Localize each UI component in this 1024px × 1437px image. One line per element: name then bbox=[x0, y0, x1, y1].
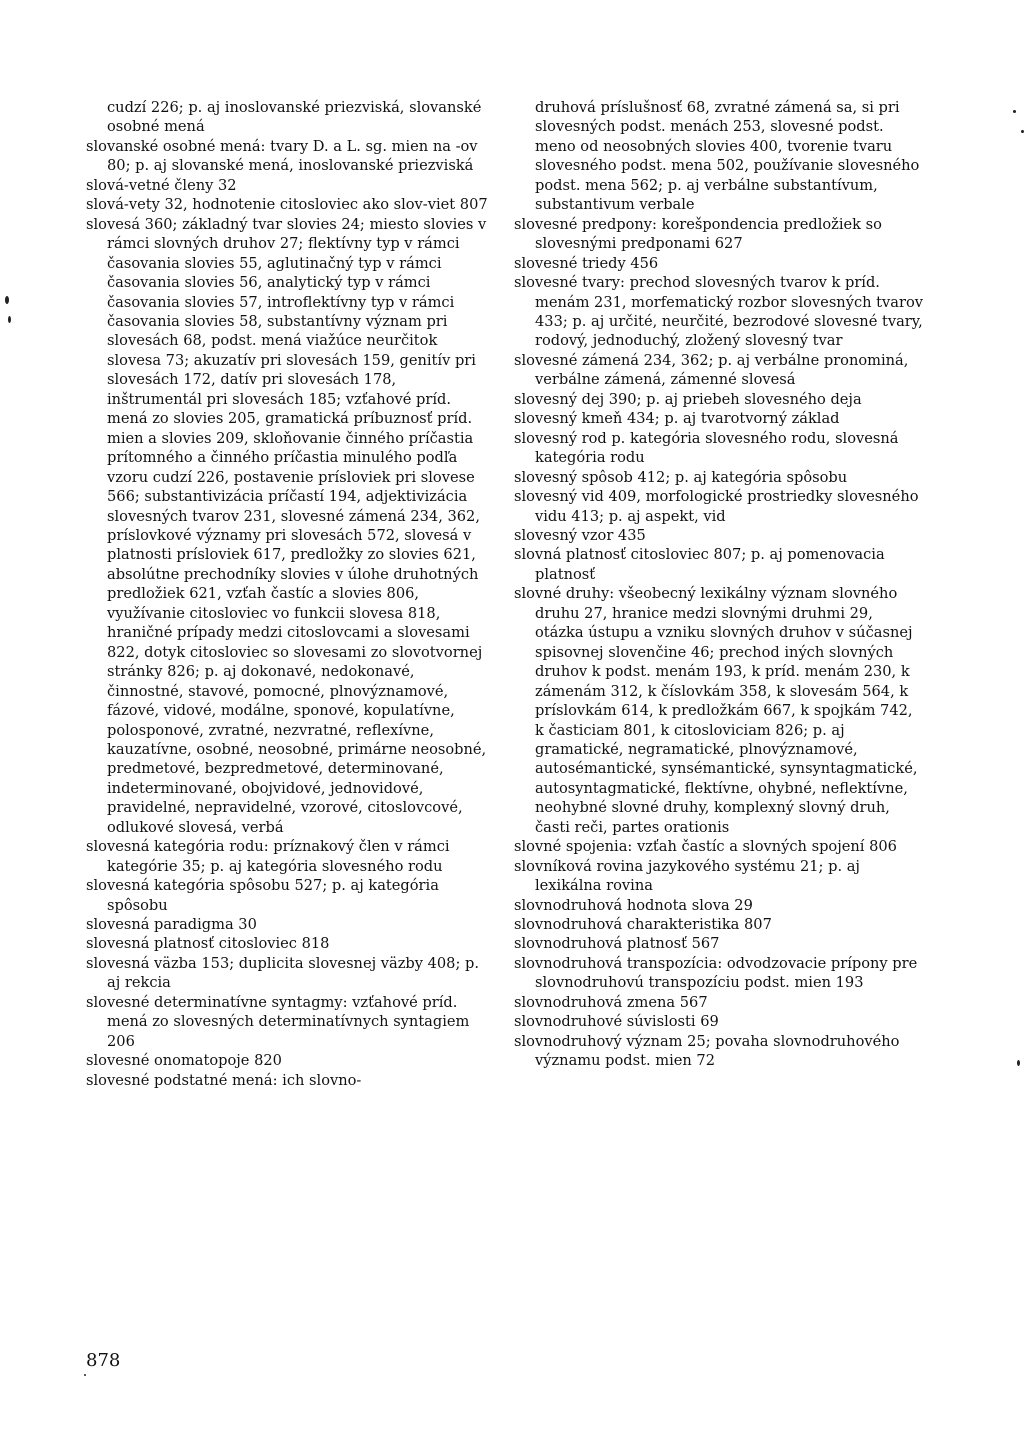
index-entry: slová-vety 32, hodnotenie citosloviec ako slov-viet 807 bbox=[86, 196, 488, 214]
print-speck bbox=[8, 316, 11, 323]
page-number: 878 bbox=[86, 1350, 121, 1371]
right-column bbox=[514, 98, 924, 1071]
index-entry: slovnodruhová hodnota slova 29 bbox=[514, 896, 753, 914]
index-entry: slovnodruhové súvislosti 69 bbox=[514, 1013, 719, 1031]
print-speck bbox=[1013, 110, 1016, 113]
print-speck bbox=[5, 296, 9, 304]
index-entry: slovnodruhový význam 25; povaha slovnodruhového významu podst. mien 72 bbox=[514, 1032, 900, 1070]
index-entry: slovnodruhová platnosť 567 bbox=[514, 935, 720, 953]
left-column bbox=[86, 98, 494, 1090]
index-entry: slovnodruhová charakteristika 807 bbox=[514, 916, 772, 934]
print-speck bbox=[84, 1374, 86, 1376]
index-entry: slovesný rod p. kategória slovesného rodu, slovesná kategória rodu bbox=[514, 429, 899, 467]
index-entry: druhová príslušnosť 68, zvratné zámená sa, si pri slovesných podst. menách 253, slovesné podst. meno od neosobných slovies 400, tvorenie tvaru slovesného podst. mena 502, používanie slovesného podst. mena 562; p. aj verbálne substantívum, substantivum verbale bbox=[535, 99, 920, 214]
index-entry: slovesné tvary: prechod slovesných tvarov k príd. menám 231, morfematický rozbor slovesných tvarov 433; p. aj určité, neurčité, bezrodové slovesné tvary, rodový, jednoduchý, zložený slovesný tvar bbox=[514, 274, 923, 350]
index-entry: cudzí 226; p. aj inoslovanské priezviská, slovanské osobné mená bbox=[107, 99, 482, 136]
index-entry: slovesné triedy 456 bbox=[514, 254, 659, 272]
index-entry: slovné druhy: všeobecný lexikálny význam slovného druhu 27, hranice medzi slovnými druhmi 29, otázka ústupu a vzniku slovných druhov v súčasnej spisovnej slovenčine 46; prechod iných slovných druhov k podst. menám 193, k príd. menám 230, k zámenám 312, k číslovkám 358, k slovesám 564, k príslovkám 614, k predložkám 667, k spojkám 742, k časticiam 801, k citosloviciam 826; p. aj gramatické, negramatické, plnovýznamové, autosémantické, synsémantické, synsyntagmatické, autosyntagmatické, flektívne, ohybné, neflektívne, neohybné slovné druhy, komplexný slovný druh, časti reči, partes orationis bbox=[514, 585, 918, 836]
index-entry: slovesný kmeň 434; p. aj tvarotvorný základ bbox=[514, 410, 840, 428]
index-entry: slovné spojenia: vzťah častíc a slovných spojení 806 bbox=[514, 838, 897, 856]
index-entry: slovesné predpony: korešpondencia predložiek so slovesnými predponami 627 bbox=[514, 215, 882, 253]
index-entry: slovesný spôsob 412; p. aj kategória spôsobu bbox=[514, 468, 848, 486]
index-entry: slovesný vzor 435 bbox=[514, 526, 646, 544]
index-entry: slovesná kategória spôsobu 527; p. aj kategória spôsobu bbox=[86, 877, 439, 914]
index-entry: slovesná platnosť citosloviec 818 bbox=[86, 935, 330, 953]
index-entry: slovesné determinatívne syntagmy: vzťahové príd. mená zo slovesných determinatívnych syntagiem 206 bbox=[86, 993, 470, 1050]
index-entry: slovesná paradigma 30 bbox=[86, 916, 257, 934]
index-entry: slovesné podstatné mená: ich slovno- bbox=[86, 1071, 362, 1089]
index-entry: slová-vetné členy 32 bbox=[86, 176, 237, 194]
index-entry: slovnodruhová transpozícia: odvodzovacie prípony pre slovnodruhovú transpozíciu podst. mien 193 bbox=[514, 954, 918, 992]
print-speck bbox=[1017, 1060, 1020, 1066]
index-entry: slovanské osobné mená: tvary D. a L. sg. mien na -ov 80; p. aj slovanské mená, inoslovanské priezviská bbox=[86, 137, 478, 175]
index-entry: slovesná kategória rodu: príznakový člen v rámci kategórie 35; p. aj kategória slovesného rodu bbox=[86, 838, 450, 875]
index-entry: slovesá 360; základný tvar slovies 24; miesto slovies v rámci slovných druhov 27; flektívny typ v rámci časovania slovies 55, aglutinačný typ v rámci časovania slovies 56, analytický typ v rámci časovania slovies 57, introflektívny typ v rámci časovania slovies 58, substantívny význam pri slovesách 68, podst. mená viažúce neurčitok slovesa 73; akuzatív pri slovesách 159, genitív pri slovesách 172, datív pri slovesách 178, inštrumentál pri slovesách 185; vzťahové príd. mená zo slovies 205, gramatická príbuznosť príd. mien a slovies 209, skloňovanie činného príčastia prítomného a činného príčastia minulého podľa vzoru cudzí 226, postavenie prísloviek pri slovese 566; substantivizácia príčastí 194, adjektivizácia slovesných tvarov 231, slovesné zámená 234, 362, príslovkové významy pri slovesách 572, slovesá v platnosti prísloviek 617, predložky zo slovies 621, absolútne prechodníky slovies v úlohe druhotných predložiek 621, vzťah častíc a slovies 806, využívanie citosloviec vo funkcii slovesa 818, hraničné prípady medzi citoslovcami a slovesami 822, dotyk citosloviec so slovesami zo slovotvornej stránky 826; p. aj dokonavé, nedokonavé, činnostné, stavové, pomocné, plnovýznamové, fázové, vidové, modálne, sponové, kopulatívne, polosponové, zvratné, nezvratné, reflexívne, kauzatívne, osobné, neosobné, primárne neosobné, predmetové, bezpredmetové, determinované, indeterminované, obojvidové, jednovidové, pravidelné, nepravidelné, vzorové, citoslovcové, odlukové slovesá, verbá bbox=[86, 215, 487, 836]
index-entry: slovesný vid 409, morfologické prostriedky slovesného vidu 413; p. aj aspekt, vid bbox=[514, 488, 919, 525]
index-entry: slovesné zámená 234, 362; p. aj verbálne pronominá, verbálne zámená, zámenné slovesá bbox=[514, 351, 909, 389]
index-entry: slovníková rovina jazykového systému 21; p. aj lexikálna rovina bbox=[514, 857, 860, 895]
index-entry: slovesná väzba 153; duplicita slovesnej väzby 408; p. aj rekcia bbox=[86, 954, 480, 992]
index-entry: slovesné onomatopoje 820 bbox=[86, 1052, 282, 1070]
index-entry: slovesný dej 390; p. aj priebeh slovesného deja bbox=[514, 390, 862, 408]
index-entry: slovnodruhová zmena 567 bbox=[514, 993, 708, 1011]
index-entry: slovná platnosť citosloviec 807; p. aj pomenovacia platnosť bbox=[514, 546, 885, 583]
